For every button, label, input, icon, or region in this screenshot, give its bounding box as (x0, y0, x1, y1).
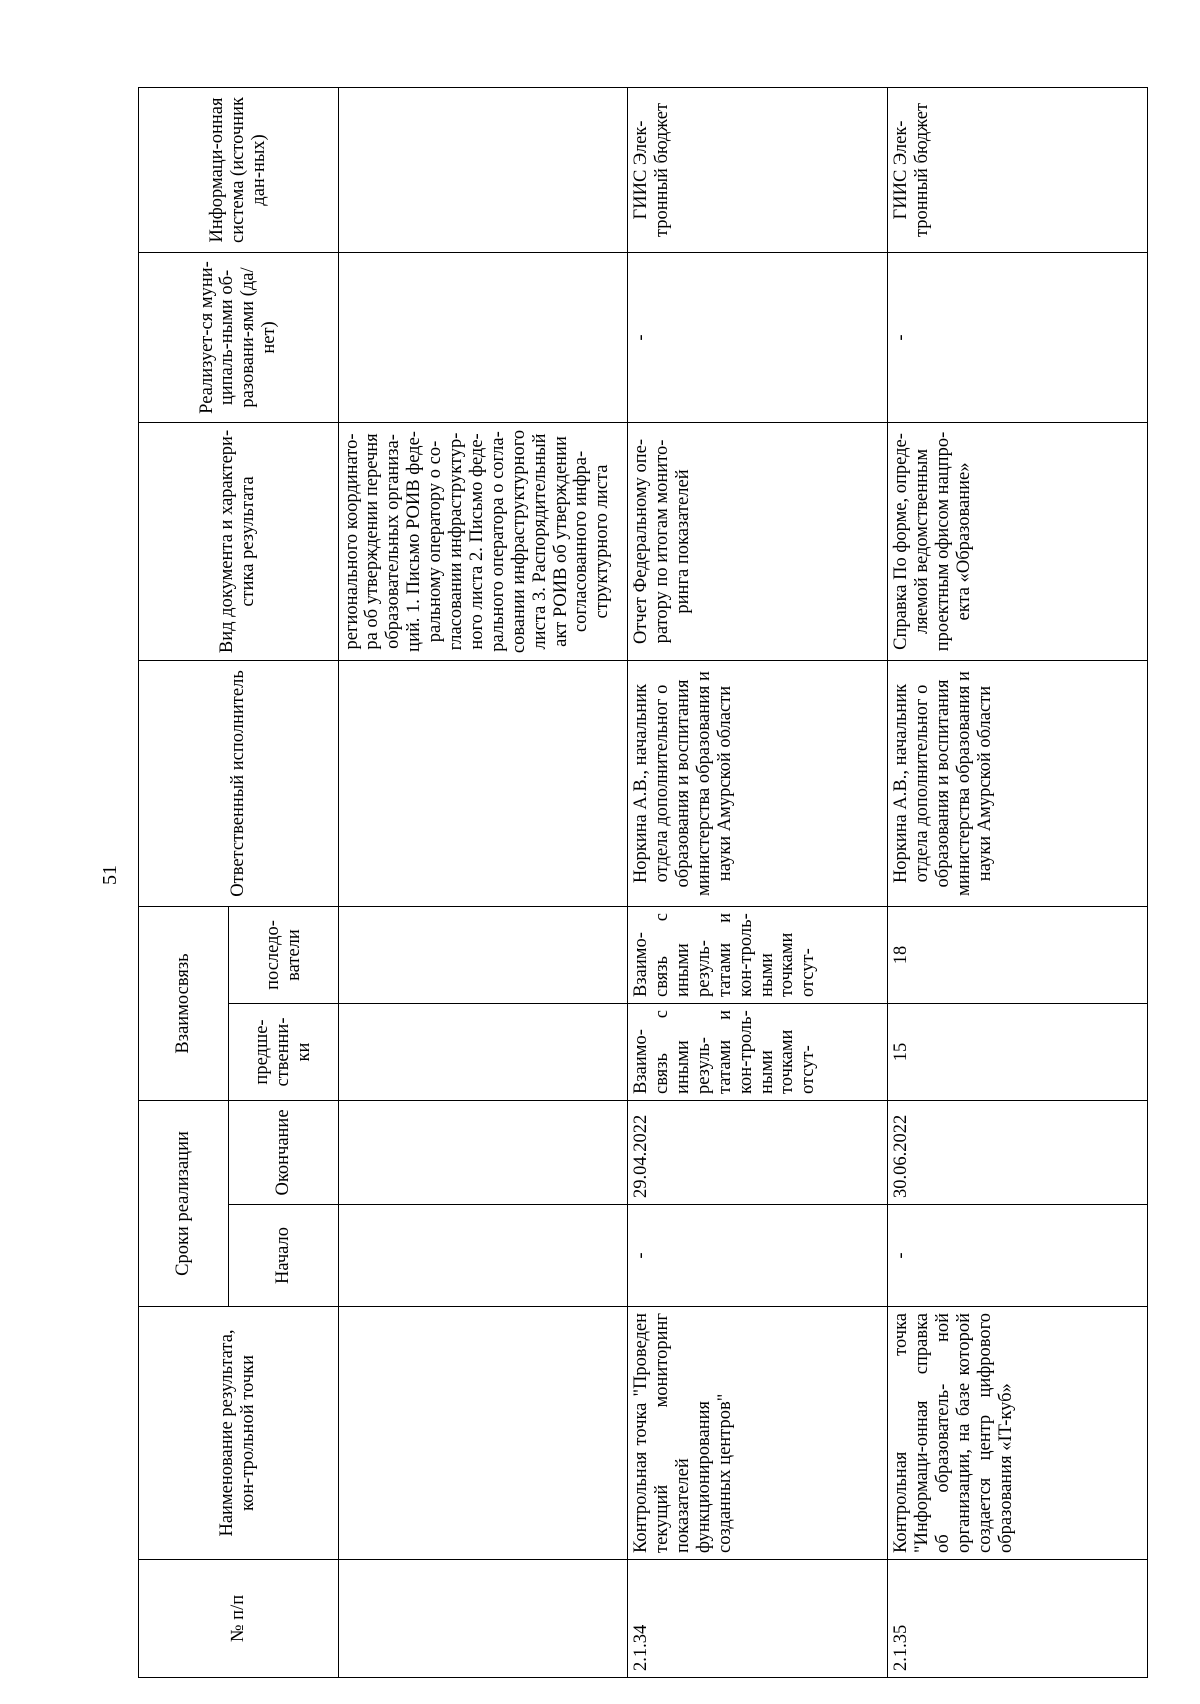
cell-responsible: Норкина А.В., начальник отдела дополнительног о образования и воспитания министерства образования и науки Амурской области (888, 660, 1148, 906)
cell-municipal (338, 252, 628, 422)
cell-start: - (888, 1205, 1148, 1307)
cell-name: Контрольная точка "Проведен текущий мониторинг показателей функционирования созданных центров" (628, 1307, 888, 1560)
header-row-1 (139, 87, 229, 1677)
header-terms: Сроки реализации (139, 1101, 229, 1307)
header-successors: последо-ватели (229, 906, 338, 1003)
cell-end: 30.06.2022 (888, 1101, 1148, 1205)
cell-info-system: ГИИС Элек-тронный бюджет (888, 87, 1148, 252)
cell-predecessors: Взаимо-связь с иными резуль-татами и кон-троль-ными точками отсут- (628, 1004, 888, 1101)
cell-document: Справка По форме, опреде-ляемой ведомственным проектным офисом нацпро-екта «Образование» (888, 422, 1148, 660)
cell-municipal: - (888, 252, 1148, 422)
header-municipal: Реализует-ся муни-ципаль-ными об-разовани-ями (да/нет) (139, 252, 339, 422)
cell-municipal: - (628, 252, 888, 422)
cell-start: - (628, 1205, 888, 1307)
table-row (628, 87, 888, 1677)
cell-predecessors (338, 1004, 628, 1101)
header-link: Взаимосвязь (139, 906, 229, 1100)
cell-successors: 18 (888, 906, 1148, 1003)
cell-document: регионального координато-ра об утверждении перечня образовательных организа-ций. 1. Письмо РОИВ феде-ральному оператору о со-гласовании инфраструктур-ного листа 2. Письмо феде-рального оператора о согла-совании инфраструктурного листа 3. Распорядительный акт РОИВ об утверждении согласованного инфра-структурного листа (338, 422, 628, 660)
cell-num: 2.1.35 (888, 1560, 1148, 1678)
header-num: № п/п (139, 1560, 339, 1678)
cell-successors: Взаимо-связь с иными резуль-татами и кон-троль-ными точками отсут- (628, 906, 888, 1003)
cell-info-system: ГИИС Элек-тронный бюджет (628, 87, 888, 252)
cell-end: 29.04.2022 (628, 1101, 888, 1205)
header-responsible: Ответственный исполнитель (139, 660, 339, 906)
header-start: Начало (229, 1205, 338, 1307)
cell-successors (338, 906, 628, 1003)
cell-name: Контрольная точка "Информаци-онная справка об образователь- ной организации, на базе которой создается центр цифрового образования «IT-куб» (888, 1307, 1148, 1560)
rotated-table-container (138, 88, 1148, 1678)
cell-end (338, 1101, 628, 1205)
cell-info-system (338, 87, 628, 252)
header-predecessors: предше-ственни-ки (229, 1004, 338, 1101)
header-document: Вид документа и характери-стика результата (139, 422, 339, 660)
cell-num: 2.1.34 (628, 1560, 888, 1678)
table-row (338, 87, 628, 1677)
cell-name (338, 1307, 628, 1560)
header-info-system: Информаци-онная система (источник дан-ных) (139, 87, 339, 252)
cell-start (338, 1205, 628, 1307)
cell-responsible: Норкина А.В., начальник отдела дополнительног о образования и воспитания министерства образования и науки Амурской области (628, 660, 888, 906)
page-number: 51 (99, 865, 121, 885)
table-row (888, 87, 1148, 1677)
cell-document: Отчет Федеральному опе-ратору по итогам монито-ринга показателей (628, 422, 888, 660)
cell-responsible (338, 660, 628, 906)
cell-num (338, 1560, 628, 1678)
header-end: Окончание (229, 1101, 338, 1205)
plan-table (138, 87, 1148, 1678)
header-name: Наименование результата, кон-трольной точки (139, 1307, 339, 1560)
cell-predecessors: 15 (888, 1004, 1148, 1101)
